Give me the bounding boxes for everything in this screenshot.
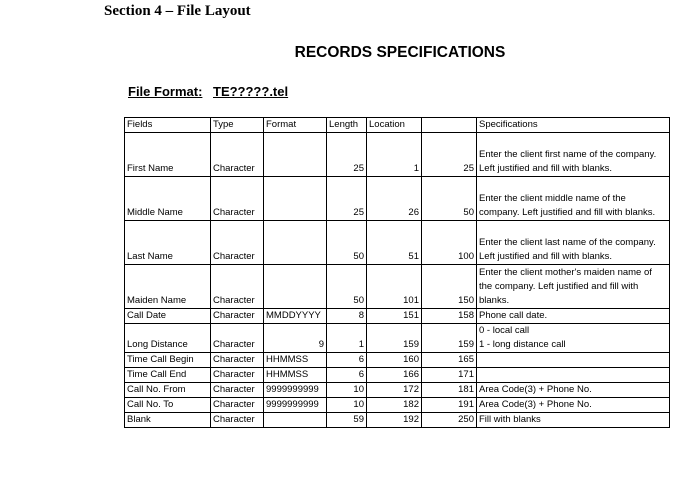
end-location-cell: 171 <box>422 368 477 383</box>
location-cell: 26 <box>367 177 422 221</box>
end-location-cell: 150 <box>422 265 477 309</box>
file-format-label: File Format: <box>128 84 203 99</box>
location-cell: 166 <box>367 368 422 383</box>
length-cell: 6 <box>327 353 367 368</box>
column-header: Specifications <box>477 118 670 133</box>
end-location-cell: 158 <box>422 309 477 324</box>
format-cell: MMDDYYYY <box>264 309 327 324</box>
type-cell: Character <box>211 265 264 309</box>
column-header: Location <box>367 118 422 133</box>
specification-cell: Enter the client last name of the company. Left justified and fill with blanks. <box>477 221 670 265</box>
field-cell: Blank <box>125 413 211 428</box>
field-cell: Maiden Name <box>125 265 211 309</box>
end-location-cell: 159 <box>422 324 477 353</box>
specification-cell: 0 - local call 1 - long distance call <box>477 324 670 353</box>
format-cell <box>264 265 327 309</box>
field-cell: Time Call Begin <box>125 353 211 368</box>
specification-cell <box>477 368 670 383</box>
table-row <box>125 368 670 383</box>
location-cell: 182 <box>367 398 422 413</box>
specification-cell: Enter the client middle name of the company. Left justified and fill with blanks. <box>477 177 670 221</box>
type-cell: Character <box>211 177 264 221</box>
column-header: Type <box>211 118 264 133</box>
document-title <box>0 44 700 62</box>
location-cell: 192 <box>367 413 422 428</box>
type-cell: Character <box>211 413 264 428</box>
type-cell: Character <box>211 133 264 177</box>
type-cell: Character <box>211 398 264 413</box>
location-cell: 159 <box>367 324 422 353</box>
type-cell: Character <box>211 221 264 265</box>
end-location-cell: 100 <box>422 221 477 265</box>
table-row <box>125 177 670 221</box>
format-cell <box>264 133 327 177</box>
records-spec-table <box>124 117 670 428</box>
length-cell: 59 <box>327 413 367 428</box>
specification-cell: Enter the client first name of the company. Left justified and fill with blanks. <box>477 133 670 177</box>
section-title: Section 4 – File Layout <box>104 3 251 19</box>
location-cell: 172 <box>367 383 422 398</box>
location-cell: 101 <box>367 265 422 309</box>
document-title-text: RECORDS SPECIFICATIONS <box>294 44 506 61</box>
specification-cell <box>477 353 670 368</box>
length-cell: 25 <box>327 177 367 221</box>
specification-cell: Fill with blanks <box>477 413 670 428</box>
length-cell: 10 <box>327 398 367 413</box>
length-cell: 6 <box>327 368 367 383</box>
end-location-cell: 50 <box>422 177 477 221</box>
type-cell: Character <box>211 324 264 353</box>
field-cell: Long Distance <box>125 324 211 353</box>
location-cell: 1 <box>367 133 422 177</box>
table-row <box>125 221 670 265</box>
column-header: Format <box>264 118 327 133</box>
format-cell <box>264 221 327 265</box>
format-cell: 9999999999 <box>264 383 327 398</box>
column-header: Fields <box>125 118 211 133</box>
table-row <box>125 353 670 368</box>
format-cell: HHMMSS <box>264 353 327 368</box>
type-cell: Character <box>211 353 264 368</box>
end-location-cell: 165 <box>422 353 477 368</box>
table-header-row <box>125 118 670 133</box>
field-cell: Middle Name <box>125 177 211 221</box>
length-cell: 50 <box>327 265 367 309</box>
file-format-value: TE?????.tel <box>213 84 289 99</box>
location-cell: 151 <box>367 309 422 324</box>
table-row <box>125 133 670 177</box>
format-cell: 9 <box>264 324 327 353</box>
column-header <box>422 118 477 133</box>
location-cell: 160 <box>367 353 422 368</box>
field-cell: Last Name <box>125 221 211 265</box>
table-row <box>125 383 670 398</box>
specification-cell: Phone call date. <box>477 309 670 324</box>
end-location-cell: 25 <box>422 133 477 177</box>
field-cell: First Name <box>125 133 211 177</box>
length-cell: 8 <box>327 309 367 324</box>
field-cell: Call Date <box>125 309 211 324</box>
end-location-cell: 250 <box>422 413 477 428</box>
format-cell: 9999999999 <box>264 398 327 413</box>
end-location-cell: 181 <box>422 383 477 398</box>
end-location-cell: 191 <box>422 398 477 413</box>
length-cell: 10 <box>327 383 367 398</box>
location-cell: 51 <box>367 221 422 265</box>
field-cell: Time Call End <box>125 368 211 383</box>
table-row <box>125 324 670 353</box>
field-cell: Call No. To <box>125 398 211 413</box>
table-row <box>125 309 670 324</box>
type-cell: Character <box>211 368 264 383</box>
field-cell: Call No. From <box>125 383 211 398</box>
format-cell <box>264 177 327 221</box>
specification-cell: Area Code(3) + Phone No. <box>477 398 670 413</box>
format-cell: HHMMSS <box>264 368 327 383</box>
type-cell: Character <box>211 383 264 398</box>
column-header: Length <box>327 118 367 133</box>
specification-cell: Area Code(3) + Phone No. <box>477 383 670 398</box>
specification-cell: Enter the client mother's maiden name of the company. Left justified and fill with blanks. <box>477 265 670 309</box>
length-cell: 1 <box>327 324 367 353</box>
table-row <box>125 398 670 413</box>
table-row <box>125 413 670 428</box>
length-cell: 25 <box>327 133 367 177</box>
type-cell: Character <box>211 309 264 324</box>
format-cell <box>264 413 327 428</box>
table-row <box>125 265 670 309</box>
length-cell: 50 <box>327 221 367 265</box>
